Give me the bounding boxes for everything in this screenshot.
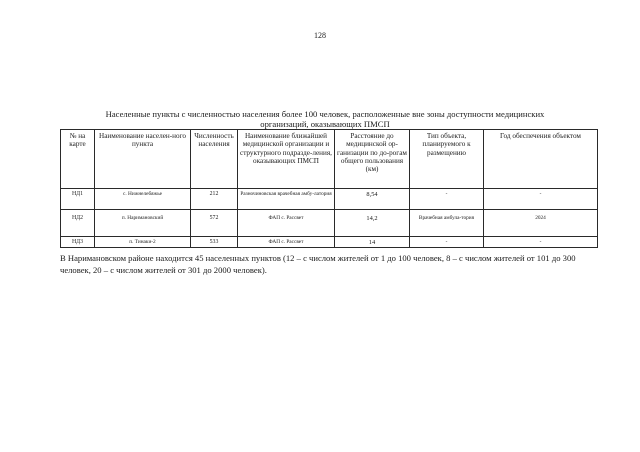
cell-object-type: Врачебная амбула-тория	[410, 210, 484, 237]
table-row	[61, 189, 598, 210]
cell-distance: 14,2	[335, 210, 410, 237]
table-header-row	[61, 130, 598, 189]
column-header-settlement: Наименование населен-ного пункта	[95, 130, 191, 189]
cell-settlement: п. Тинаки-2	[95, 237, 191, 248]
cell-year: -	[484, 189, 598, 210]
column-header-year: Год обеспечения объектом	[484, 130, 598, 189]
settlements-table	[60, 129, 598, 248]
cell-distance: 14	[335, 237, 410, 248]
cell-map-number: НД3	[61, 237, 95, 248]
cell-settlement: п. Наримановский	[95, 210, 191, 237]
table-row	[61, 210, 598, 237]
column-header-population: Численность населения	[191, 130, 238, 189]
cell-object-type: -	[410, 237, 484, 248]
table-caption-line-1: Населенные пункты с численностью населения более 100 человек, расположенные вне зоны доступности медицинских	[105, 109, 545, 119]
page-number: 128	[314, 31, 326, 40]
table-row	[61, 237, 598, 248]
column-header-map-number: № на карте	[61, 130, 95, 189]
column-header-distance: Расстояние до медицинской ор-ганизации по до-рогам общего пользования (км)	[335, 130, 410, 189]
cell-organization: Разночиновская врачебная амбу-латория	[238, 189, 335, 210]
cell-year: -	[484, 237, 598, 248]
cell-settlement: с. Нижнелебяжье	[95, 189, 191, 210]
cell-map-number: НД2	[61, 210, 95, 237]
cell-map-number: НД1	[61, 189, 95, 210]
cell-organization: ФАП с. Рассвет	[238, 210, 335, 237]
cell-population: 533	[191, 237, 238, 248]
cell-year: 2024	[484, 210, 598, 237]
cell-population: 572	[191, 210, 238, 237]
cell-object-type: -	[410, 189, 484, 210]
cell-distance: 8,54	[335, 189, 410, 210]
cell-organization: ФАП с. Рассвет	[238, 237, 335, 248]
table-caption	[40, 109, 610, 129]
table-caption-line-2: организаций, оказывающих ПМСП	[260, 119, 390, 129]
column-header-object-type: Тип объекта, планируемого к размещению	[410, 130, 484, 189]
column-header-organization: Наименование ближайшей медицинской организации и структурного подразде-ления, оказывающих ПМСП	[238, 130, 335, 189]
summary-paragraph: В Наримановском районе находится 45 населенных пунктов (12 – с числом жителей от 1 до 100 человек, 8 – с числом жителей от 101 до 300 человек, 20 – с числом жителей от 301 до 2000 человек).	[60, 253, 576, 275]
cell-population: 212	[191, 189, 238, 210]
